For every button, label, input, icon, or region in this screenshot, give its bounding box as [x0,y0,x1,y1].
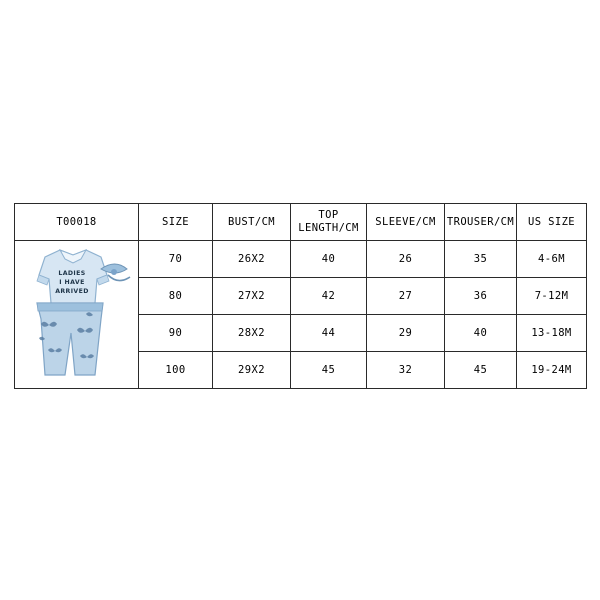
svg-text:I HAVE: I HAVE [59,279,85,286]
cell-bust: 28X2 [213,315,291,352]
table-row [15,241,587,278]
column-header-bust: BUST/CM [213,204,291,241]
column-header-trouser: TROUSER/CM [445,204,517,241]
cell-trouser: 35 [445,241,517,278]
cell-us-size: 4-6M [517,241,587,278]
cell-sleeve: 32 [367,352,445,389]
svg-text:LADIES: LADIES [58,270,86,277]
cell-top-length: 40 [291,241,367,278]
svg-text:ARRIVED: ARRIVED [55,288,89,295]
cell-us-size: 13-18M [517,315,587,352]
cell-us-size: 7-12M [517,278,587,315]
cell-trouser: 36 [445,278,517,315]
cell-top-length: 42 [291,278,367,315]
cell-sleeve: 29 [367,315,445,352]
column-header-sleeve: SLEEVE/CM [367,204,445,241]
cell-size: 90 [139,315,213,352]
cell-top-length: 44 [291,315,367,352]
size-chart-table [14,203,587,389]
cell-us-size: 19-24M [517,352,587,389]
product-photo [15,241,138,388]
cell-size: 70 [139,241,213,278]
cell-bust: 27X2 [213,278,291,315]
product-photo-cell [15,241,139,389]
column-header-us-size: US SIZE [517,204,587,241]
column-header-top-length [291,204,367,241]
column-header-top-length-line2: LENGTH/CM [298,222,359,234]
cell-size: 80 [139,278,213,315]
size-chart-container [14,203,586,389]
column-header-top-length-line1: TOP [318,208,339,221]
cell-trouser: 45 [445,352,517,389]
cell-bust: 29X2 [213,352,291,389]
cell-top-length: 45 [291,352,367,389]
baby-outfit-illustration [15,241,139,385]
product-code-cell: T00018 [15,204,139,241]
cell-size: 100 [139,352,213,389]
cell-sleeve: 27 [367,278,445,315]
cell-bust: 26X2 [213,241,291,278]
cell-sleeve: 26 [367,241,445,278]
column-header-size: SIZE [139,204,213,241]
table-header-row [15,204,587,241]
cell-trouser: 40 [445,315,517,352]
